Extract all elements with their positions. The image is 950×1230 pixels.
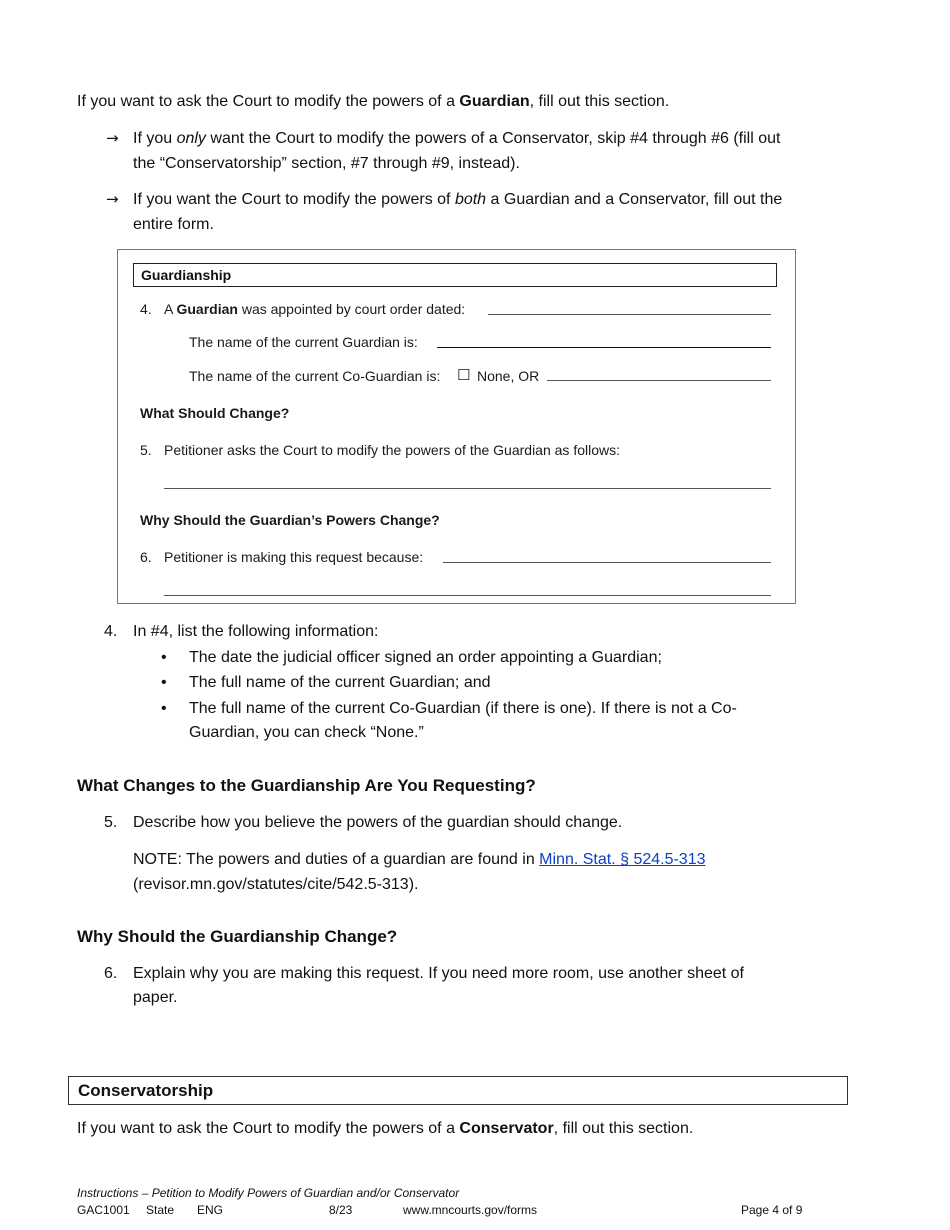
arrow-1-text: If you — [133, 130, 177, 147]
note-line-2: (revisor.mn.gov/statutes/cite/542.5-313). — [133, 876, 419, 893]
bullet-item-3: The full name of the current Co-Guardian (if there is one). If there is not a Co- — [189, 700, 737, 717]
form-item-4-bold: Guardian — [176, 301, 238, 317]
none-checkbox: ☐ — [457, 366, 471, 384]
current-guardian-label: The name of the current Guardian is: — [189, 334, 418, 350]
arrow-1-emphasis: only — [176, 130, 206, 147]
why-heading: Why Should the Guardianship Change? — [77, 927, 398, 946]
arrow-1-text-rest: want the Court to modify the powers of a Conservator, skip #4 through #6 (fill out — [205, 130, 781, 147]
reason-line-1 — [443, 562, 771, 563]
footer-page-number: Page 4 of 9 — [741, 1203, 803, 1217]
arrow-item-2 — [133, 187, 782, 212]
form-item-4 — [164, 301, 465, 317]
reason-line-2 — [164, 595, 771, 596]
conservatorship-title: Conservatorship — [78, 1081, 214, 1100]
instr-5-text: Describe how you believe the powers of the guardian should change. — [133, 814, 623, 831]
form-item-4-number: 4. — [140, 301, 152, 317]
intro-text: If you want to ask the Court to modify the powers of a — [77, 93, 460, 110]
co-guardian-line — [547, 380, 771, 381]
bullet-icon: • — [161, 649, 167, 666]
arrow-2-text: If you want the Court to modify the powers of — [133, 191, 455, 208]
arrow-item-2-line2: entire form. — [133, 216, 214, 233]
conservatorship-title-box — [68, 1076, 848, 1105]
intro-text-end: , fill out this section. — [529, 93, 670, 110]
arrow-item-1-line2: the “Conservatorship” section, #7 through #9, instead). — [133, 155, 520, 172]
form-item-5-text: Petitioner asks the Court to modify the powers of the Guardian as follows: — [164, 442, 621, 458]
instr-6-line-1: Explain why you are making this request. If you need more room, use another sheet of — [133, 965, 744, 982]
arrow-item-1 — [133, 126, 780, 151]
arrow-2-emphasis: both — [454, 191, 487, 208]
instr-6-number: 6. — [104, 965, 118, 982]
current-guardian-line — [437, 347, 771, 348]
arrow-2-text-rest: a Guardian and a Conservator, fill out the — [486, 191, 783, 208]
bullet-icon: • — [161, 674, 167, 691]
footer-code: GAC1001 — [77, 1203, 130, 1217]
footer-url: www.mncourts.gov/forms — [403, 1203, 538, 1217]
intro-paragraph — [77, 89, 669, 114]
conservatorship-intro — [77, 1116, 693, 1141]
arrow-icon: → — [106, 190, 119, 208]
footer-state: State — [146, 1203, 175, 1217]
bullet-item-1: The date the judicial officer signed an order appointing a Guardian; — [189, 649, 662, 666]
arrow-icon: → — [106, 129, 119, 147]
instr-4-lead: In #4, list the following information: — [133, 623, 379, 640]
note-text: NOTE: The powers and duties of a guardian are found in — [133, 851, 540, 868]
none-or-label: None, OR — [477, 368, 540, 384]
bullet-item-3-line2: Guardian, you can check “None.” — [189, 724, 424, 741]
intro-bold: Guardian — [459, 93, 530, 110]
court-order-date-line — [488, 314, 771, 315]
changes-heading: What Changes to the Guardianship Are You Requesting? — [77, 776, 536, 795]
form-section-title: Guardianship — [141, 267, 232, 283]
footer-language: ENG — [197, 1203, 224, 1217]
form-item-4-text-end: was appointed by court order dated: — [237, 301, 466, 317]
footer-title: Instructions – Petition to Modify Powers of Guardian and/or Conservator — [77, 1186, 460, 1200]
instr-4-number: 4. — [104, 623, 118, 640]
form-item-5-number: 5. — [140, 442, 152, 458]
form-what-heading: What Should Change? — [140, 405, 290, 421]
form-why-heading: Why Should the Guardian’s Powers Change? — [140, 512, 440, 528]
instr-6-line-2: paper. — [133, 989, 178, 1006]
co-guardian-label: The name of the current Co-Guardian is: — [189, 368, 441, 384]
form-item-6-number: 6. — [140, 549, 152, 565]
conservatorship-bold: Conservator — [459, 1120, 554, 1137]
bullet-item-2: The full name of the current Guardian; and — [189, 674, 491, 691]
footer-date: 8/23 — [329, 1203, 353, 1217]
conservatorship-text-end: , fill out this section. — [553, 1120, 694, 1137]
note-line-1 — [133, 847, 706, 872]
bullet-icon: • — [161, 700, 167, 717]
form-section-title-box — [133, 263, 777, 287]
statute-link[interactable]: Minn. Stat. § 524.5-313 — [539, 851, 706, 868]
form-item-4-text: A — [164, 301, 177, 317]
instr-5-number: 5. — [104, 814, 118, 831]
form-item-6-text: Petitioner is making this request because: — [164, 549, 424, 565]
modify-powers-line — [164, 488, 771, 489]
conservatorship-text: If you want to ask the Court to modify the powers of a — [77, 1120, 460, 1137]
